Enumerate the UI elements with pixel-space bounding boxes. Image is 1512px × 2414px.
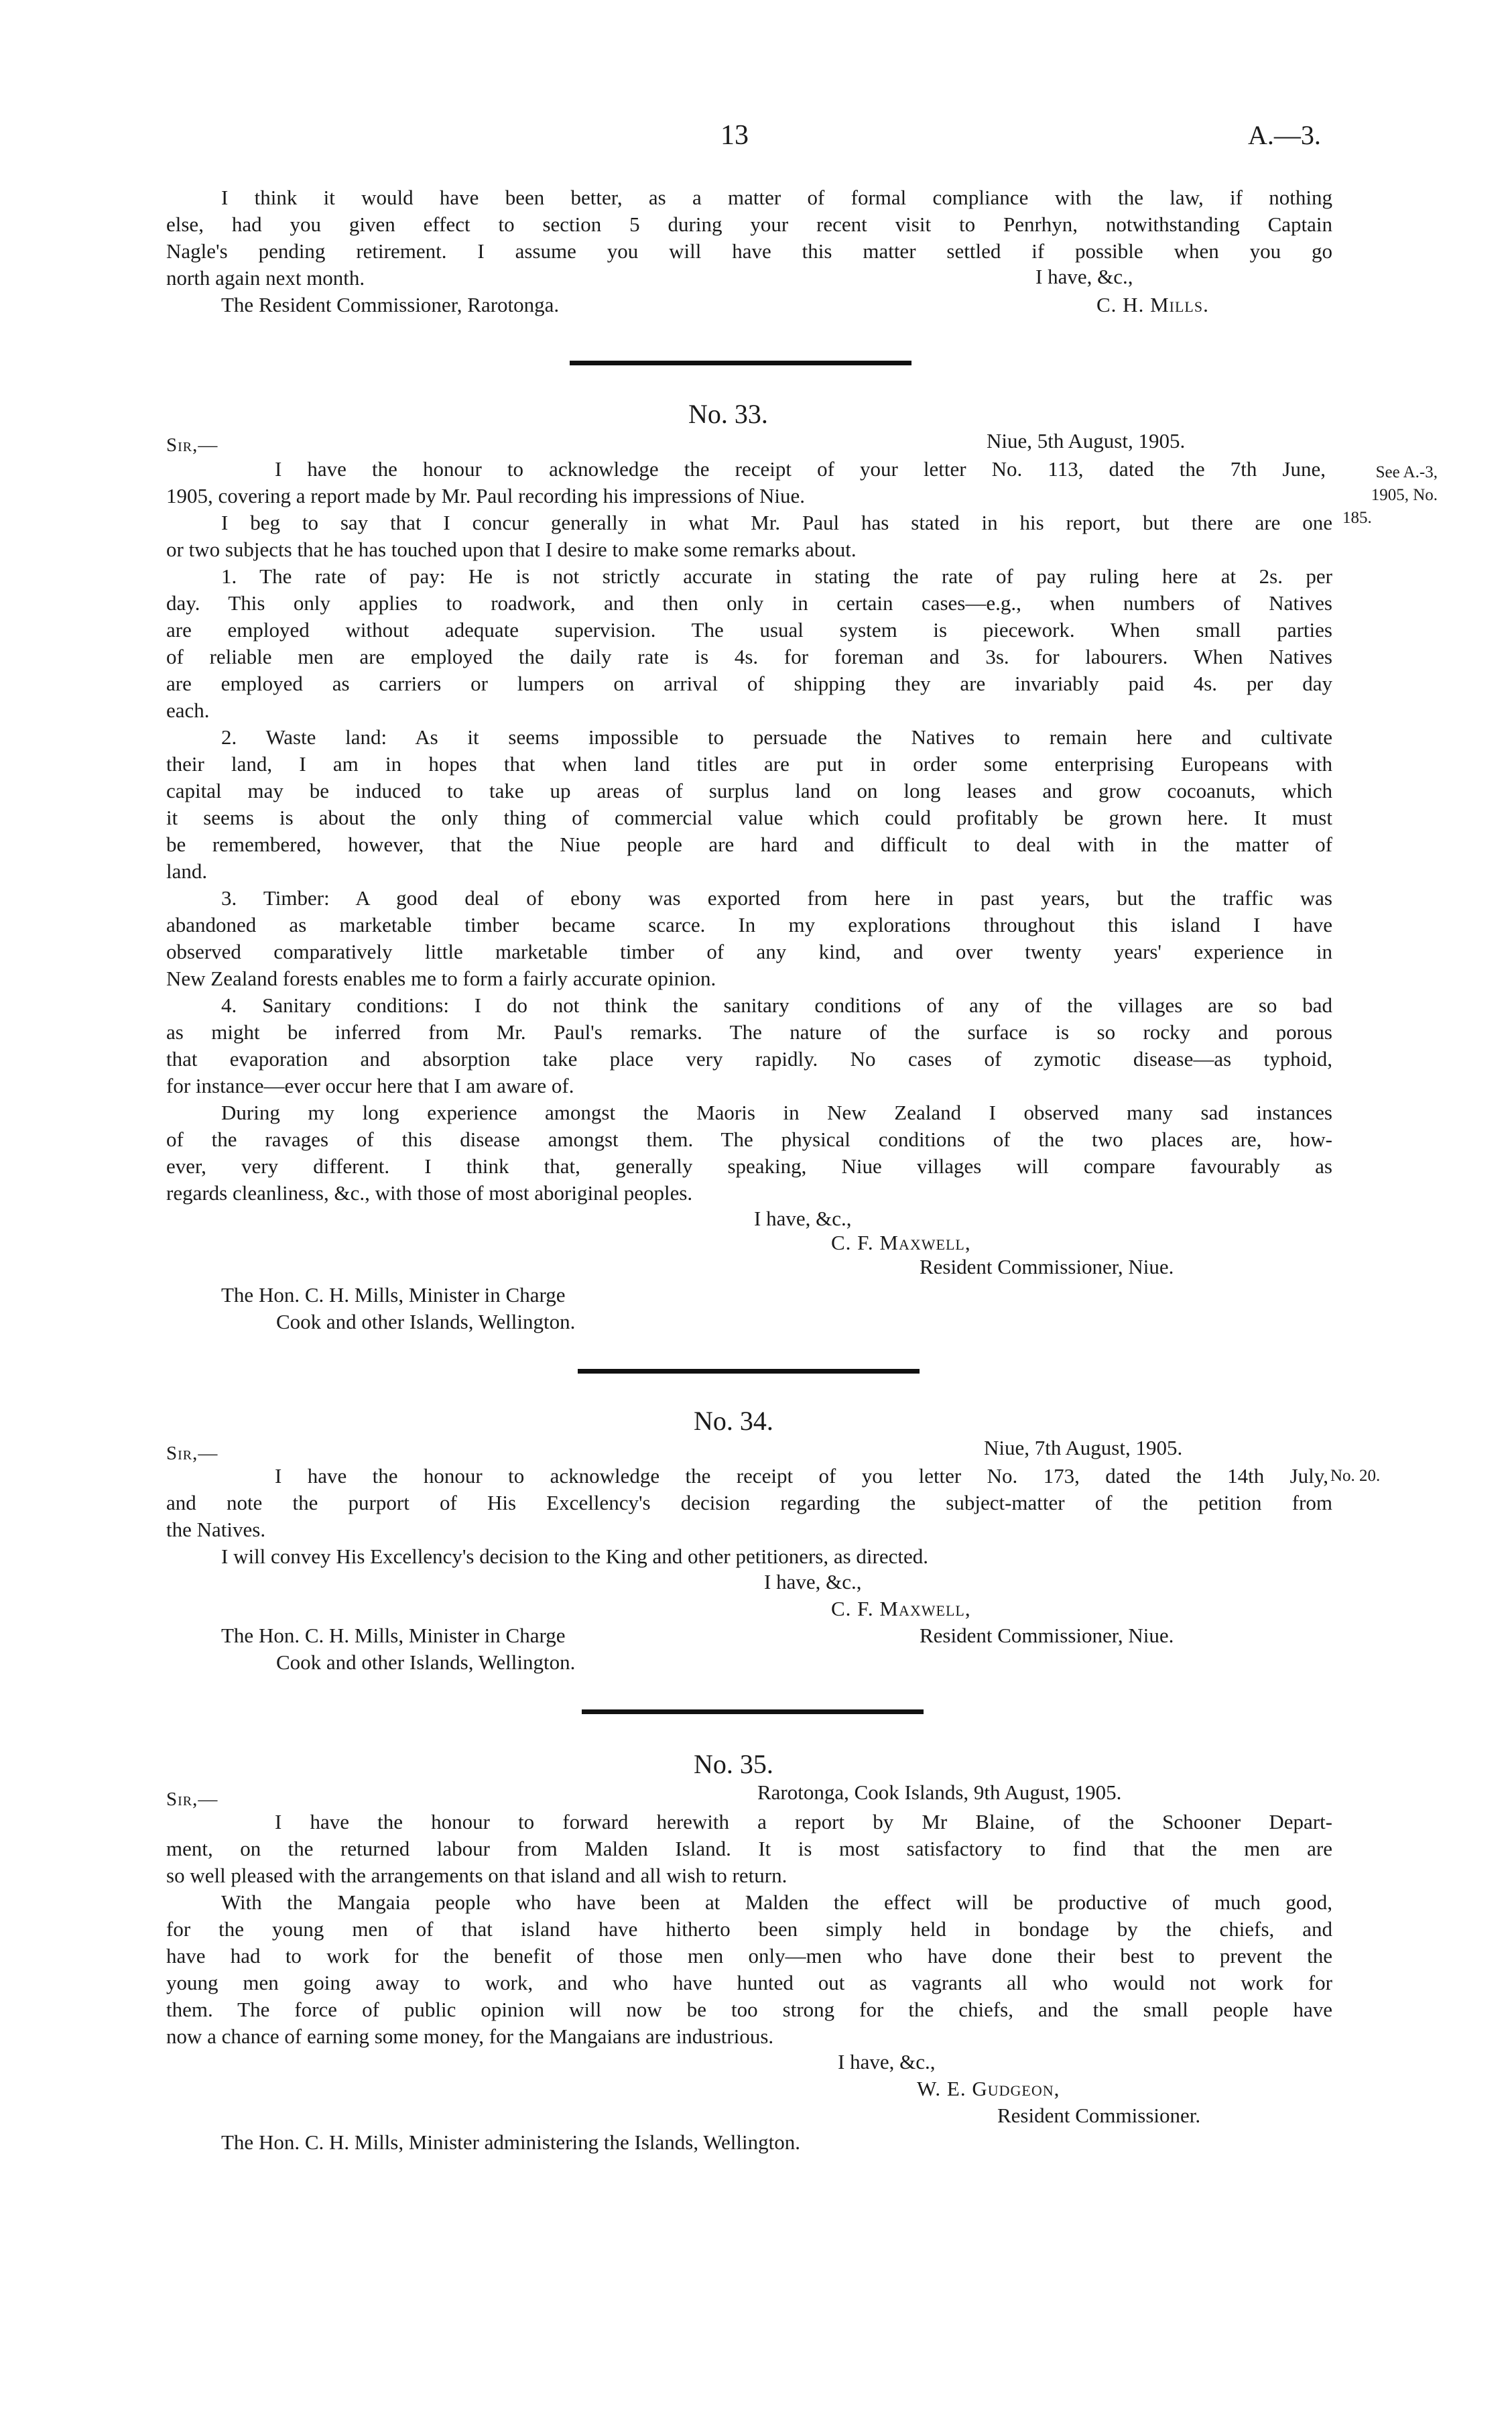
letter-35-line: With the Mangaia people who have been at Malden the effect will be productive of much good, bbox=[221, 1890, 1332, 1914]
letter-33-line: day. This only applies to roadwork, and then only in certain cases—e.g., when numbers of Natives bbox=[166, 591, 1332, 615]
letter-33-line: 1. The rate of pay: He is not strictly accurate in stating the rate of pay ruling here at 2s. per bbox=[221, 564, 1332, 588]
letter-33-line: or two subjects that he has touched upon that I desire to make some remarks about. bbox=[166, 538, 857, 561]
prev-line-1: I think it would have been better, as a matter of formal compliance with the law, if nothing bbox=[221, 186, 1332, 209]
letter-34-addressee-1: The Hon. C. H. Mills, Minister in Charge bbox=[221, 1624, 566, 1647]
letter-33-line: observed comparatively little marketable timber of any kind, and over twenty years' experience in bbox=[166, 940, 1332, 963]
letter-33-line: be remembered, however, that the Niue people are hard and difficult to deal with in the matter of bbox=[166, 833, 1332, 856]
prev-closing: I have, &c., bbox=[1035, 265, 1133, 288]
letter-33-line: capital may be induced to take up areas of surplus land on long leases and grow cocoanuts, which bbox=[166, 779, 1332, 802]
letter-33-salutation: Sir,— bbox=[166, 434, 218, 456]
prev-signature: C. H. Mills. bbox=[1096, 293, 1209, 316]
letter-33-line: their land, I am in hopes that when land titles are put in order some enterprising Europeans with bbox=[166, 752, 1332, 776]
letter-33-line: of the ravages of this disease amongst them. The physical conditions of the two places are, how- bbox=[166, 1128, 1332, 1151]
letter-33-line: 3. Timber: A good deal of ebony was exported from here in past years, but the traffic was bbox=[221, 886, 1332, 910]
letter-33-line: 1905, covering a report made by Mr. Paul recording his impressions of Niue. bbox=[166, 484, 806, 507]
letter-35-line: young men going away to work, and who have hunted out as vagrants all who would not work for bbox=[166, 1971, 1332, 1994]
page-number: 13 bbox=[720, 120, 749, 151]
letter-33-line: for instance—ever occur here that I am aware of. bbox=[166, 1074, 574, 1097]
letter-34-place-date: Niue, 7th August, 1905. bbox=[984, 1436, 1183, 1459]
letter-34-salutation: Sir,— bbox=[166, 1443, 218, 1464]
letter-34-line: the Natives. bbox=[166, 1518, 266, 1541]
letter-35-closing: I have, &c., bbox=[838, 2050, 936, 2073]
letter-35-heading: No. 35. bbox=[694, 1749, 773, 1779]
letter-35-addressee: The Hon. C. H. Mills, Minister administering the Islands, Wellington. bbox=[221, 2130, 801, 2154]
letter-33-line: New Zealand forests enables me to form a fairly accurate opinion. bbox=[166, 967, 716, 990]
letter-33-addressee-1: The Hon. C. H. Mills, Minister in Charge bbox=[221, 1283, 566, 1307]
letter-33-margin-note-3: 185. bbox=[1342, 509, 1372, 527]
letter-35-line: so well pleased with the arrangements on that island and all wish to return. bbox=[166, 1864, 788, 1887]
letter-33-line: each. bbox=[166, 699, 210, 722]
letter-33-line: that evaporation and absorption take place very rapidly. No cases of zymotic disease—as typhoid, bbox=[166, 1047, 1332, 1071]
letter-33-margin-note-1: See A.-3, bbox=[1375, 463, 1438, 481]
letter-34-addressee-2: Cook and other Islands, Wellington. bbox=[276, 1650, 576, 1674]
letter-33-heading: No. 33. bbox=[688, 399, 768, 429]
letter-33-place-date: Niue, 5th August, 1905. bbox=[987, 429, 1186, 452]
letter-34-line: I have the honour to acknowledge the receipt of you letter No. 173, dated the 14th July, bbox=[275, 1464, 1328, 1488]
letter-34-closing: I have, &c., bbox=[764, 1570, 862, 1593]
letter-35-line: them. The force of public opinion will now be too strong for the chiefs, and the small people have bbox=[166, 1998, 1332, 2021]
section-divider-3 bbox=[582, 1709, 924, 1714]
prev-line-3: Nagle's pending retirement. I assume you will have this matter settled if possible when you go bbox=[166, 239, 1332, 263]
letter-33-line: regards cleanliness, &c., with those of most aboriginal peoples. bbox=[166, 1181, 693, 1205]
letter-33-line: are employed without adequate supervision. The usual system is piecework. When small parties bbox=[166, 618, 1332, 642]
letter-33-line: ever, very different. I think that, generally speaking, Niue villages will compare favourably as bbox=[166, 1154, 1332, 1178]
letter-33-line: of reliable men are employed the daily rate is 4s. for foreman and 3s. for labourers. When Natives bbox=[166, 645, 1332, 668]
letter-33-closing: I have, &c., bbox=[754, 1207, 852, 1230]
letter-33-line: it seems is about the only thing of commercial value which could profitably be grown here. It must bbox=[166, 806, 1332, 829]
prev-line-2: else, had you given effect to section 5 during your recent visit to Penrhyn, notwithstanding Captain bbox=[166, 213, 1332, 236]
letter-33-line: land. bbox=[166, 859, 208, 883]
letter-33-line: as might be inferred from Mr. Paul's remarks. The nature of the surface is so rocky and porous bbox=[166, 1020, 1332, 1044]
letter-33-line: 4. Sanitary conditions: I do not think the sanitary conditions of any of the villages are so bad bbox=[221, 993, 1332, 1017]
letter-33-line: abandoned as marketable timber became scarce. In my explorations throughout this island I have bbox=[166, 913, 1332, 937]
letter-35-line: have had to work for the benefit of those men only—men who have done their best to prevent the bbox=[166, 1944, 1332, 1968]
paper-reference: A.—3. bbox=[1248, 120, 1321, 150]
letter-34-margin-note: No. 20. bbox=[1330, 1467, 1381, 1485]
letter-35-salutation: Sir,— bbox=[166, 1789, 218, 1810]
letter-33-signature: C. F. Maxwell, bbox=[831, 1231, 971, 1254]
letter-33-line: During my long experience amongst the Maoris in New Zealand I observed many sad instances bbox=[221, 1101, 1332, 1124]
section-divider-1 bbox=[570, 361, 911, 365]
letter-34-line: and note the purport of His Excellency's decision regarding the subject-matter of the petition from bbox=[166, 1491, 1332, 1514]
letter-35-signature-title: Resident Commissioner. bbox=[997, 2104, 1201, 2127]
letter-35-line: ment, on the returned labour from Malden Island. It is most satisfactory to find that the men are bbox=[166, 1837, 1332, 1860]
letter-33-line: I beg to say that I concur generally in what Mr. Paul has stated in his report, but there are one bbox=[221, 511, 1332, 534]
letter-34-signature: C. F. Maxwell, bbox=[831, 1597, 971, 1620]
letter-35-line: now a chance of earning some money, for the Mangaians are industrious. bbox=[166, 2025, 774, 2048]
letter-33-addressee-2: Cook and other Islands, Wellington. bbox=[276, 1310, 576, 1333]
letter-35-signature: W. E. Gudgeon, bbox=[917, 2077, 1060, 2100]
prev-addressee: The Resident Commissioner, Rarotonga. bbox=[221, 293, 560, 316]
letter-34-heading: No. 34. bbox=[694, 1406, 773, 1436]
letter-34-signature-title: Resident Commissioner, Niue. bbox=[920, 1624, 1174, 1647]
letter-33-margin-note-2: 1905, No. bbox=[1371, 486, 1438, 504]
letter-33-line: 2. Waste land: As it seems impossible to persuade the Natives to remain here and cultivate bbox=[221, 725, 1332, 749]
letter-34-line: I will convey His Excellency's decision to the King and other petitioners, as directed. bbox=[221, 1545, 928, 1568]
letter-35-line: I have the honour to forward herewith a report by Mr Blaine, of the Schooner Depart- bbox=[275, 1810, 1332, 1833]
section-divider-2 bbox=[578, 1369, 920, 1374]
letter-33-signature-title: Resident Commissioner, Niue. bbox=[920, 1255, 1174, 1278]
prev-line-4: north again next month. bbox=[166, 266, 365, 290]
letter-35-line: for the young men of that island have hitherto been simply held in bondage by the chiefs, and bbox=[166, 1917, 1332, 1941]
letter-33-line: I have the honour to acknowledge the receipt of your letter No. 113, dated the 7th June, bbox=[275, 457, 1326, 481]
letter-35-place-date: Rarotonga, Cook Islands, 9th August, 1905. bbox=[757, 1781, 1122, 1804]
letter-33-line: are employed as carriers or lumpers on arrival of shipping they are invariably paid 4s. per day bbox=[166, 672, 1332, 695]
